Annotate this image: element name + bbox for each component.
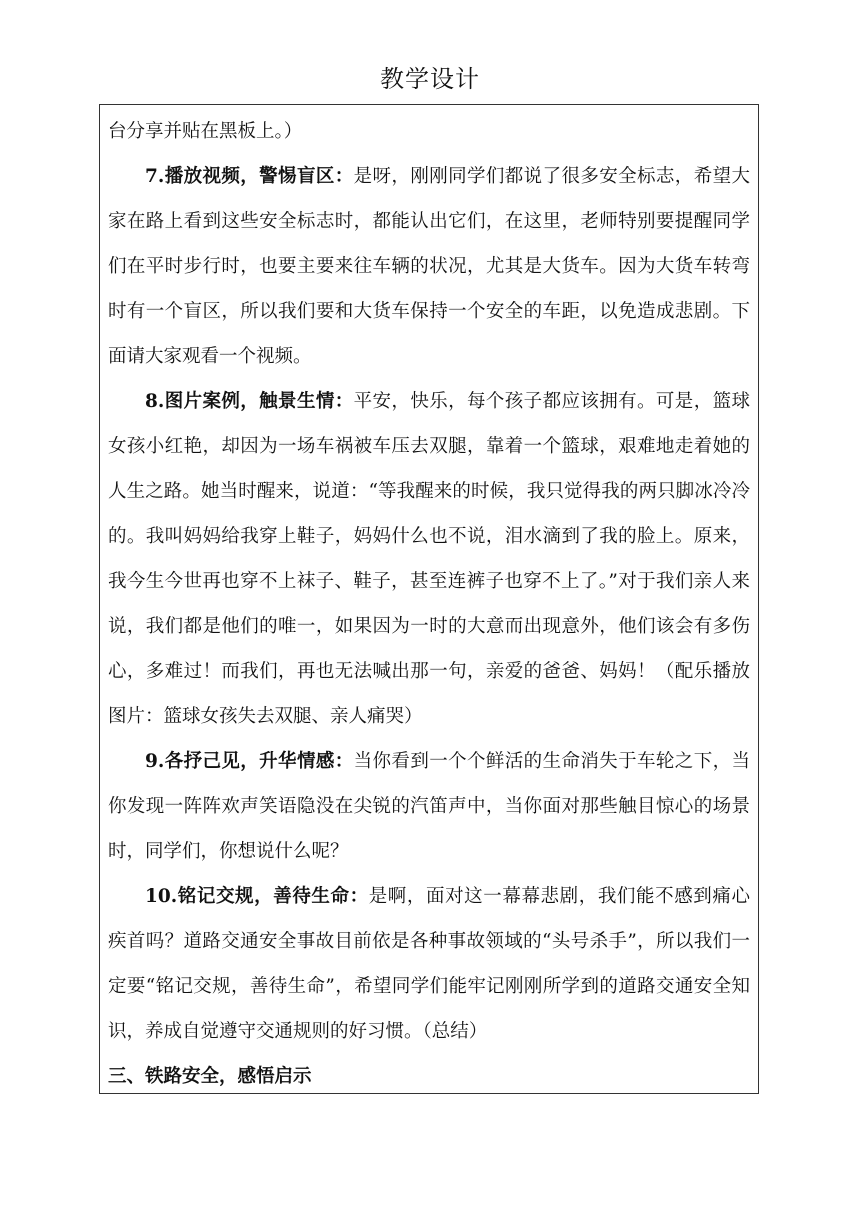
lesson-content-box [99,104,759,1094]
step-8-heading: 8.图片案例，触景生情： [145,391,354,412]
page-title: 教学设计 [380,65,480,93]
step-10-heading: 10.铭记交规，善待生命： [145,886,369,907]
step-7-body: 是呀，刚刚同学们都说了很多安全标志，希望大家在路上看到这些安全标志时，都能认出它们，在这里，老师特别要提醒同学们在平时步行时，也要主要来往车辆的状况，尤其是大货车。因为大货车转弯时有一个盲区，所以我们要和大货车保持一个安全的车距，以免造成悲剧。下面请大家观看一个视频。 [108,166,750,367]
step-9-body: 当你看到一个个鲜活的生命消失于车轮之下，当你发现一阵阵欢声笑语隐没在尖锐的汽笛声中，当你面对那些触目惊心的场景时，同学们，你想说什么呢？ [108,751,750,862]
step-10-body: 是啊，面对这一幕幕悲剧，我们能不感到痛心疾首吗？道路交通安全事故目前依是各种事故领域的“头号杀手”，所以我们一定要“铭记交规，善待生命”，希望同学们能牢记刚刚所学到的道路交通安全知识，养成自觉遵守交通规则的好习惯。（总结） [108,886,750,1042]
section-heading: 三、铁路安全，感悟启示 [108,1066,312,1087]
step-10-paragraph [108,874,750,1054]
step-9-heading: 9.各抒己见，升华情感： [145,751,354,772]
step-7-paragraph [108,154,750,379]
step-9-paragraph [108,739,750,874]
intro-fragment: 台分享并贴在黑板上。） [108,121,303,142]
step-8-paragraph [108,379,750,739]
step-8-body: 平安，快乐，每个孩子都应该拥有。可是，篮球女孩小红艳，却因为一场车祸被车压去双腿，靠着一个篮球，艰难地走着她的人生之路。她当时醒来，说道：“等我醒来的时候，我只觉得我的两只脚冰冷冷的。我叫妈妈给我穿上鞋子，妈妈什么也不说，泪水滴到了我的脸上。原来，我今生今世再也穿不上袜子、鞋子，甚至连裤子也穿不上了。”对于我们亲人来说，我们都是他们的唯一，如果因为一时的大意而出现意外，他们该会有多伤心，多难过！而我们，再也无法喊出那一句，亲爱的爸爸、妈妈！（配乐播放图片：篮球女孩失去双腿、亲人痛哭） [108,391,750,727]
step-7-heading: 7.播放视频，警惕盲区： [145,166,354,187]
